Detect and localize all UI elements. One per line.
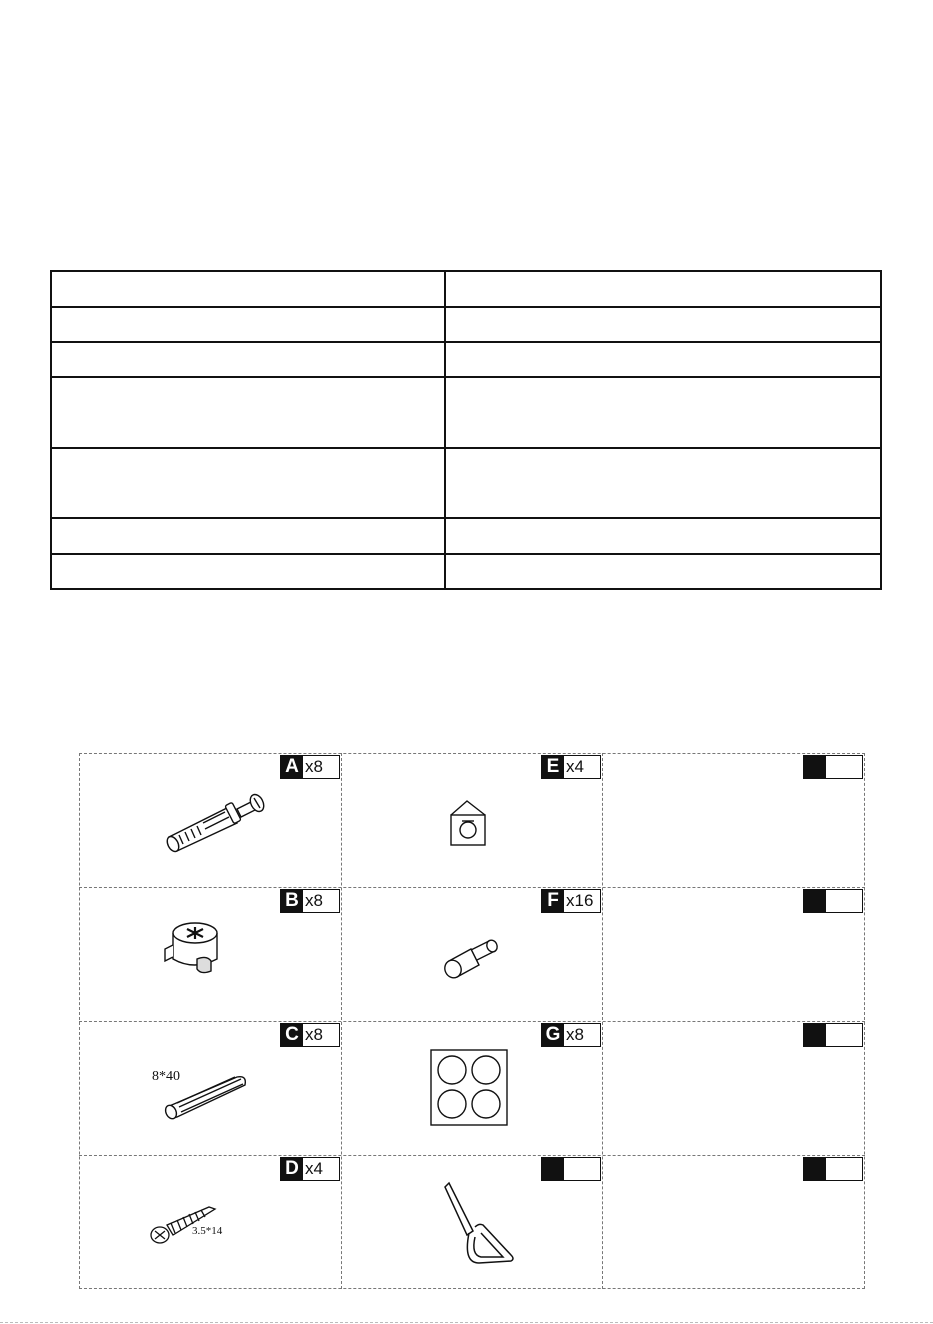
- hardware-item-b: [79, 887, 341, 1021]
- part-quantity: x8: [305, 757, 323, 776]
- table-row: [51, 518, 881, 554]
- felt-pad-sheet-icon: [430, 1049, 510, 1127]
- hardware-item-e: [341, 753, 602, 887]
- spec-table: [50, 270, 882, 590]
- part-tag: [280, 1023, 340, 1047]
- table-row: [51, 377, 881, 448]
- table-cell: [51, 377, 445, 448]
- part-letter: [804, 890, 826, 912]
- part-tag: [541, 755, 601, 779]
- cam-lock-nut-icon: [161, 915, 231, 979]
- hardware-item-g: [341, 1021, 602, 1155]
- table-cell: [51, 448, 445, 518]
- part-quantity: x4: [305, 1159, 323, 1178]
- shelf-pin-icon: [443, 931, 503, 981]
- table-cell: [51, 271, 445, 307]
- wooden-dowel-icon: [157, 1063, 257, 1123]
- table-cell: [51, 342, 445, 377]
- part-letter: [804, 1024, 826, 1046]
- table-cell: [445, 307, 881, 342]
- part-tag: [280, 755, 340, 779]
- table-cell: [51, 307, 445, 342]
- hardware-item-h: [341, 1155, 602, 1289]
- hardware-grid: [79, 753, 865, 1289]
- part-letter: G: [542, 1024, 564, 1046]
- part-tag: [541, 1023, 601, 1047]
- hardware-item-a: [79, 753, 341, 887]
- hardware-item-i: [602, 753, 864, 887]
- part-tag: [280, 1157, 340, 1181]
- page-bottom-rule: [0, 1322, 933, 1323]
- part-quantity: x4: [566, 757, 584, 776]
- table-row: [51, 342, 881, 377]
- part-quantity: x16: [566, 891, 594, 910]
- part-letter: [542, 1158, 564, 1180]
- part-letter: [804, 1158, 826, 1180]
- part-quantity: x8: [566, 1025, 584, 1044]
- part-letter: C: [281, 1024, 303, 1046]
- part-letter: E: [542, 756, 564, 778]
- part-quantity: [826, 756, 862, 778]
- hardware-item-l: [602, 1155, 864, 1289]
- hardware-item-d: [79, 1155, 341, 1289]
- part-tag: [541, 889, 601, 913]
- part-tag: [803, 889, 863, 913]
- hardware-item-f: [341, 887, 602, 1021]
- table-cell: [51, 518, 445, 554]
- part-letter: A: [281, 756, 303, 778]
- table-cell: [445, 342, 881, 377]
- corner-bracket-icon: [445, 793, 495, 849]
- part-quantity: [826, 1158, 862, 1180]
- table-row: [51, 307, 881, 342]
- part-tag: [803, 1023, 863, 1047]
- size-label: 8*40: [152, 1069, 180, 1084]
- part-tag: [803, 755, 863, 779]
- table-cell: [445, 271, 881, 307]
- part-quantity: x8: [305, 891, 323, 910]
- hardware-item-k: [602, 1021, 864, 1155]
- part-quantity: [826, 890, 862, 912]
- hardware-item-j: [602, 887, 864, 1021]
- cam-bolt-icon: [159, 785, 269, 855]
- wood-screw-icon: [147, 1197, 227, 1247]
- part-letter: D: [281, 1158, 303, 1180]
- allen-key-icon: [439, 1179, 519, 1269]
- part-quantity: x8: [305, 1025, 323, 1044]
- table-cell: [445, 377, 881, 448]
- table-row: [51, 554, 881, 589]
- part-tag: [541, 1157, 601, 1181]
- part-tag: [280, 889, 340, 913]
- table-cell: [51, 554, 445, 589]
- part-quantity: [564, 1158, 600, 1180]
- part-quantity: [826, 1024, 862, 1046]
- size-label: 3.5*14: [192, 1225, 223, 1237]
- part-tag: [803, 1157, 863, 1181]
- table-cell: [445, 448, 881, 518]
- hardware-item-c: [79, 1021, 341, 1155]
- part-letter: [804, 756, 826, 778]
- table-cell: [445, 554, 881, 589]
- table-row: [51, 271, 881, 307]
- table-cell: [445, 518, 881, 554]
- part-letter: F: [542, 890, 564, 912]
- table-row: [51, 448, 881, 518]
- part-letter: B: [281, 890, 303, 912]
